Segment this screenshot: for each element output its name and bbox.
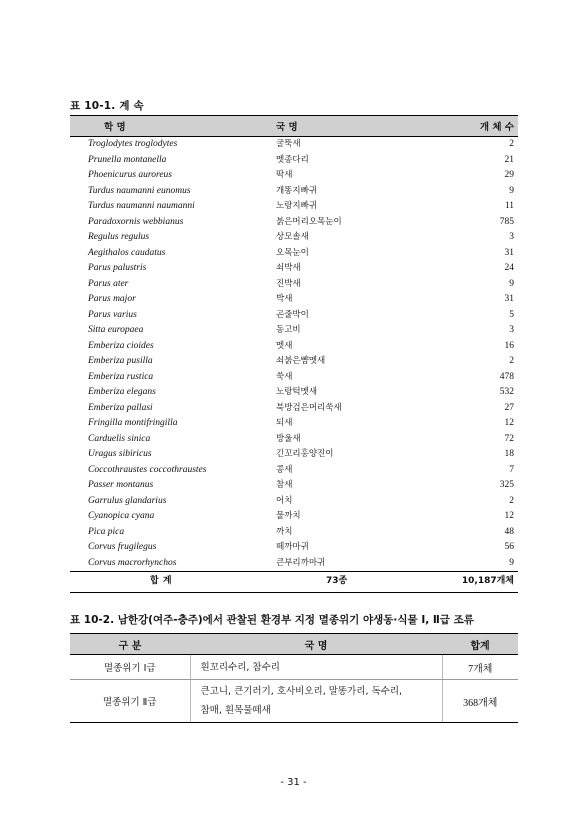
scientific-name-cell: Paradoxornis webbianus <box>88 216 184 227</box>
scientific-name-cell: Phoenicurus auroreus <box>88 170 172 180</box>
total-cell: 7개체 <box>442 655 518 680</box>
table-row <box>70 525 518 541</box>
table-row <box>70 540 518 556</box>
scientific-name-cell: Turdus naumanni naumanni <box>88 201 195 211</box>
scientific-name-cell: Parus varius <box>88 309 137 320</box>
count-cell: 9 <box>509 557 514 568</box>
table-row <box>70 261 518 277</box>
scientific-name-cell: Troglodytes troglodytes <box>88 139 178 149</box>
header-scientific-name: 학 명 <box>70 116 270 137</box>
scientific-name-cell: Coccothraustes coccothraustes <box>88 464 207 475</box>
table-row <box>70 230 518 246</box>
korean-name-cell: 큰부리까마귀 <box>276 557 326 568</box>
table-row <box>70 277 518 293</box>
count-cell: 3 <box>509 232 514 242</box>
total-cell: 368개체 <box>442 680 518 723</box>
korean-name-cell: 멧새 <box>276 340 293 351</box>
table-row <box>70 655 518 680</box>
table-row <box>70 215 518 231</box>
table1-total-row <box>70 572 518 593</box>
scientific-name-cell: Uragus sibiricus <box>88 449 152 459</box>
scientific-name-cell: Sitta europaea <box>88 325 144 335</box>
table-row <box>70 680 518 723</box>
scientific-name-cell: Turdus naumanni eunomus <box>88 185 191 196</box>
korean-name-cell: 쑥새 <box>276 371 293 382</box>
korean-name-cell: 진박새 <box>276 278 301 289</box>
korean-name-cell: 노랑턱멧새 <box>276 387 318 397</box>
table-row <box>70 509 518 525</box>
korean-name-cell: 참새 <box>276 480 293 490</box>
count-cell: 27 <box>504 402 514 413</box>
count-cell: 56 <box>504 542 514 552</box>
korean-name-cell: 멧종다리 <box>276 154 309 165</box>
species-count-table <box>70 115 518 593</box>
table-row <box>70 292 518 308</box>
count-cell: 532 <box>499 387 514 397</box>
table-row <box>70 184 518 200</box>
table-row <box>70 463 518 479</box>
count-cell: 72 <box>504 433 514 444</box>
header-korean-name: 국 명 <box>190 634 442 655</box>
korean-name-cell: 되새 <box>276 418 293 428</box>
endangered-species-table <box>70 633 518 723</box>
table-row <box>70 432 518 448</box>
korean-name-cell: 쇠붉은뺨멧새 <box>276 356 326 366</box>
korean-name-cell: 곤줄박이 <box>276 309 309 320</box>
header-total: 합계 <box>442 634 518 655</box>
table1-header-row <box>70 116 518 137</box>
korean-name-cell: 딱새 <box>276 170 293 180</box>
count-cell: 2 <box>509 495 514 506</box>
table-row <box>70 339 518 355</box>
table-row <box>70 447 518 463</box>
count-cell: 7 <box>509 464 514 475</box>
table-row <box>70 153 518 169</box>
count-cell: 31 <box>504 294 514 304</box>
scientific-name-cell: Parus ater <box>88 278 129 289</box>
table2-header-row <box>70 634 518 655</box>
korean-name-cell: 까치 <box>276 526 293 537</box>
korean-name-cell: 굴뚝새 <box>276 139 301 149</box>
scientific-name-cell: Garrulus glandarius <box>88 495 167 506</box>
count-cell: 2 <box>509 356 514 366</box>
count-cell: 478 <box>499 371 514 382</box>
count-cell: 48 <box>504 526 514 537</box>
species-cell <box>190 680 442 723</box>
count-cell: 2 <box>509 139 514 149</box>
count-cell: 11 <box>504 201 514 211</box>
korean-name-cell: 콩새 <box>276 464 293 475</box>
count-cell: 29 <box>504 170 514 180</box>
table2-caption: 표 10-2. 남한강(여주-충주)에서 관찰된 환경부 지정 멸종위기 야생동·식물 Ⅰ, Ⅱ급 조류 <box>70 614 474 626</box>
table-row <box>70 323 518 339</box>
count-cell: 5 <box>509 309 514 320</box>
table-row <box>70 137 518 153</box>
total-individuals: 10,187개체 <box>440 572 518 593</box>
scientific-name-cell: Emberiza rustica <box>88 371 154 382</box>
count-cell: 12 <box>504 511 514 521</box>
table-row <box>70 556 518 572</box>
table-row <box>70 385 518 401</box>
scientific-name-cell: Parus palustris <box>88 263 147 273</box>
table-row <box>70 246 518 262</box>
count-cell: 31 <box>504 247 514 258</box>
scientific-name-cell: Regulus regulus <box>88 232 150 242</box>
korean-name-cell: 박새 <box>276 294 293 304</box>
table-row <box>70 370 518 386</box>
count-cell: 325 <box>499 480 514 490</box>
header-korean-name: 국 명 <box>270 116 440 137</box>
table-row <box>70 416 518 432</box>
scientific-name-cell: Emberiza elegans <box>88 387 156 397</box>
total-species: 73종 <box>270 572 440 593</box>
species-line: 참매, 흰목물떼새 <box>200 705 271 716</box>
scientific-name-cell: Corvus frugilegus <box>88 542 157 552</box>
scientific-name-cell: Fringilla montifringilla <box>88 418 178 428</box>
scientific-name-cell: Cyanopica cyana <box>88 511 155 521</box>
category-cell: 멸종위기 Ⅱ급 <box>70 680 190 723</box>
table-row <box>70 494 518 510</box>
table-row <box>70 401 518 417</box>
species-line: 흰꼬리수리, 참수리 <box>200 661 280 673</box>
korean-name-cell: 긴꼬리홍양진이 <box>276 449 334 459</box>
scientific-name-cell: Emberiza pallasi <box>88 402 153 413</box>
korean-name-cell: 방울새 <box>276 433 301 444</box>
header-category: 구 분 <box>70 634 190 655</box>
korean-name-cell: 상모솔새 <box>276 232 309 242</box>
count-cell: 12 <box>504 418 514 428</box>
scientific-name-cell: Emberiza pusilla <box>88 356 153 366</box>
count-cell: 785 <box>499 216 514 227</box>
count-cell: 16 <box>504 340 514 351</box>
count-cell: 9 <box>509 278 514 289</box>
korean-name-cell: 개똥지빠귀 <box>276 185 318 196</box>
count-cell: 24 <box>504 263 514 273</box>
table-row <box>70 354 518 370</box>
scientific-name-cell: Prunella montanella <box>88 154 167 165</box>
header-count: 개 체 수 <box>440 116 518 137</box>
page-number: - 31 - <box>280 777 307 788</box>
korean-name-cell: 붉은머리오목눈이 <box>276 216 342 227</box>
table1-caption: 표 10-1. 계 속 <box>70 100 144 112</box>
table-row <box>70 168 518 184</box>
korean-name-cell: 쇠박새 <box>276 263 301 273</box>
scientific-name-cell: Emberiza cioides <box>88 340 154 351</box>
count-cell: 3 <box>509 325 514 335</box>
scientific-name-cell: Parus major <box>88 294 136 304</box>
korean-name-cell: 북방검은머리쑥새 <box>276 402 342 413</box>
table-row <box>70 308 518 324</box>
table-row <box>70 199 518 215</box>
category-cell: 멸종위기 Ⅰ급 <box>70 655 190 680</box>
species-line: 큰고니, 큰기러기, 호사비오리, 말똥가리, 독수리, <box>200 686 403 697</box>
total-label: 합 계 <box>70 572 270 593</box>
korean-name-cell: 오목눈이 <box>276 247 309 258</box>
table-row <box>70 478 518 494</box>
count-cell: 9 <box>509 185 514 196</box>
count-cell: 18 <box>504 449 514 459</box>
korean-name-cell: 물까치 <box>276 511 301 521</box>
korean-name-cell: 어치 <box>276 495 293 506</box>
korean-name-cell: 동고비 <box>276 325 301 335</box>
table1-body <box>70 137 518 572</box>
scientific-name-cell: Corvus macrorhynchos <box>88 557 177 568</box>
species-cell <box>190 655 442 680</box>
count-cell: 21 <box>504 154 514 165</box>
scientific-name-cell: Passer montanus <box>88 480 154 490</box>
scientific-name-cell: Carduelis sinica <box>88 433 151 444</box>
scientific-name-cell: Pica pica <box>88 526 125 537</box>
korean-name-cell: 떼까마귀 <box>276 542 309 552</box>
korean-name-cell: 노랑지빠귀 <box>276 201 318 211</box>
scientific-name-cell: Aegithalos caudatus <box>88 247 166 258</box>
